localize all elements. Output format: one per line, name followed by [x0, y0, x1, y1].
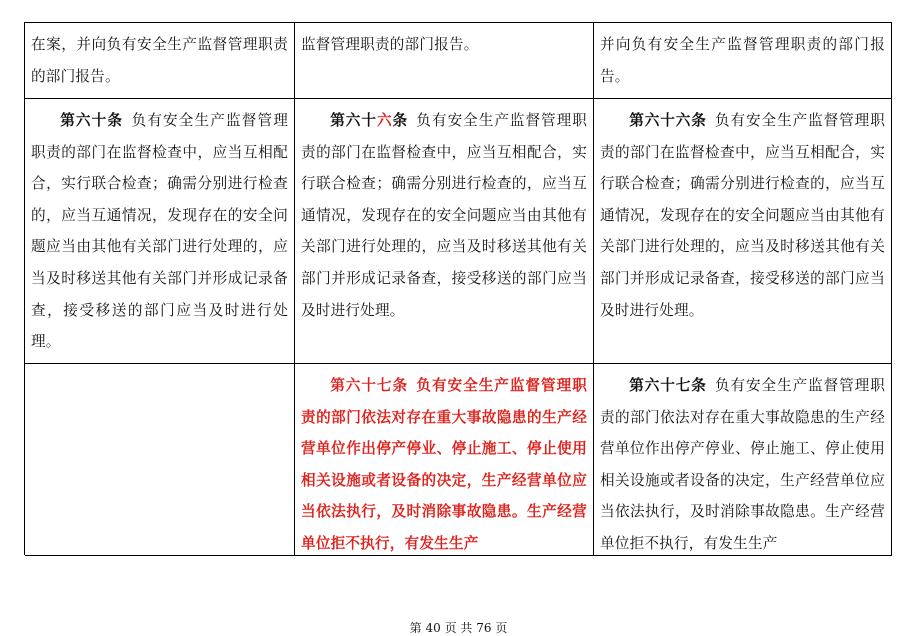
cell-text: 并向负有安全生产监督管理职责的部门报告。	[600, 36, 885, 85]
article-number-suffix: 条	[392, 112, 409, 129]
cell-text: 监督管理职责的部门报告。	[301, 36, 479, 53]
page-prefix: 第	[409, 621, 422, 635]
article-number	[330, 112, 408, 129]
article-number-changed: 六	[376, 112, 393, 129]
cell-text: 在案，并向负有安全生产监督管理职责的部门报告。	[31, 36, 288, 85]
table-row	[25, 364, 892, 556]
article-number: 第六十六条	[629, 112, 707, 129]
comparison-table	[24, 22, 892, 555]
cell-original	[25, 99, 295, 363]
article-number: 第六十七条	[629, 377, 707, 394]
article-paragraph	[600, 364, 885, 555]
page-current: 40	[425, 621, 441, 635]
cell-draft	[295, 364, 594, 555]
article-number: 第六十条	[60, 112, 124, 129]
article-number-prefix: 第六十	[330, 112, 377, 129]
article-text: 负有安全生产监督管理职责的部门在监督检查中，应当互相配合，实行联合检查；确需分别进行检查的，应当互通情况，发现存在的安全问题应当由其他有关部门进行处理的，应当及时移送其他有关部门并形成记录备查，接受移送的部门应当及时进行处理。	[301, 112, 588, 319]
cell-original	[25, 364, 295, 555]
article-number: 第六十七条	[330, 377, 409, 394]
table-row	[25, 23, 892, 99]
article-text: 负有安全生产监督管理职责的部门依法对存在重大事故隐患的生产经营单位作出停产停业、停止施工、停止使用相关设施或者设备的决定，生产经营单位应当依法执行，及时消除事故隐患。生产经营单位拒不执行，有发生生产	[600, 377, 885, 552]
table-row	[25, 99, 892, 364]
page-mid: 页 共	[444, 621, 473, 635]
page-total: 76	[476, 621, 492, 635]
article-text: 负有安全生产监督管理职责的部门在监督检查中，应当互相配合，实行联合检查；确需分别进行检查的，应当互通情况，发现存在的安全问题应当由其他有关部门进行处理的，应当及时移送其他有关部门并形成记录备查，接受移送的部门应当及时进行处理。	[31, 112, 288, 351]
cell-revised	[594, 23, 892, 98]
cell-revised	[594, 364, 892, 555]
article-paragraph	[31, 99, 288, 358]
article-text: 负有安全生产监督管理职责的部门依法对存在重大事故隐患的生产经营单位作出停产停业、停止施工、停止使用相关设施或者设备的决定，生产经营单位应当依法执行，及时消除事故隐患。生产经营单位拒不执行，有发生生产	[301, 377, 587, 552]
cell-draft	[295, 99, 594, 363]
article-paragraph	[301, 99, 587, 326]
cell-revised	[594, 99, 892, 363]
cell-text	[31, 364, 288, 370]
page-footer	[0, 619, 917, 636]
cell-original	[25, 23, 295, 98]
article-paragraph	[600, 99, 885, 326]
article-paragraph-new	[301, 364, 587, 555]
article-text: 负有安全生产监督管理职责的部门在监督检查中，应当互相配合，实行联合检查；确需分别进行检查的，应当互通情况，发现存在的安全问题应当由其他有关部门进行处理的，应当及时移送其他有关部门并形成记录备查，接受移送的部门应当及时进行处理。	[600, 112, 885, 319]
cell-draft	[295, 23, 594, 98]
page-suffix: 页	[495, 621, 508, 635]
